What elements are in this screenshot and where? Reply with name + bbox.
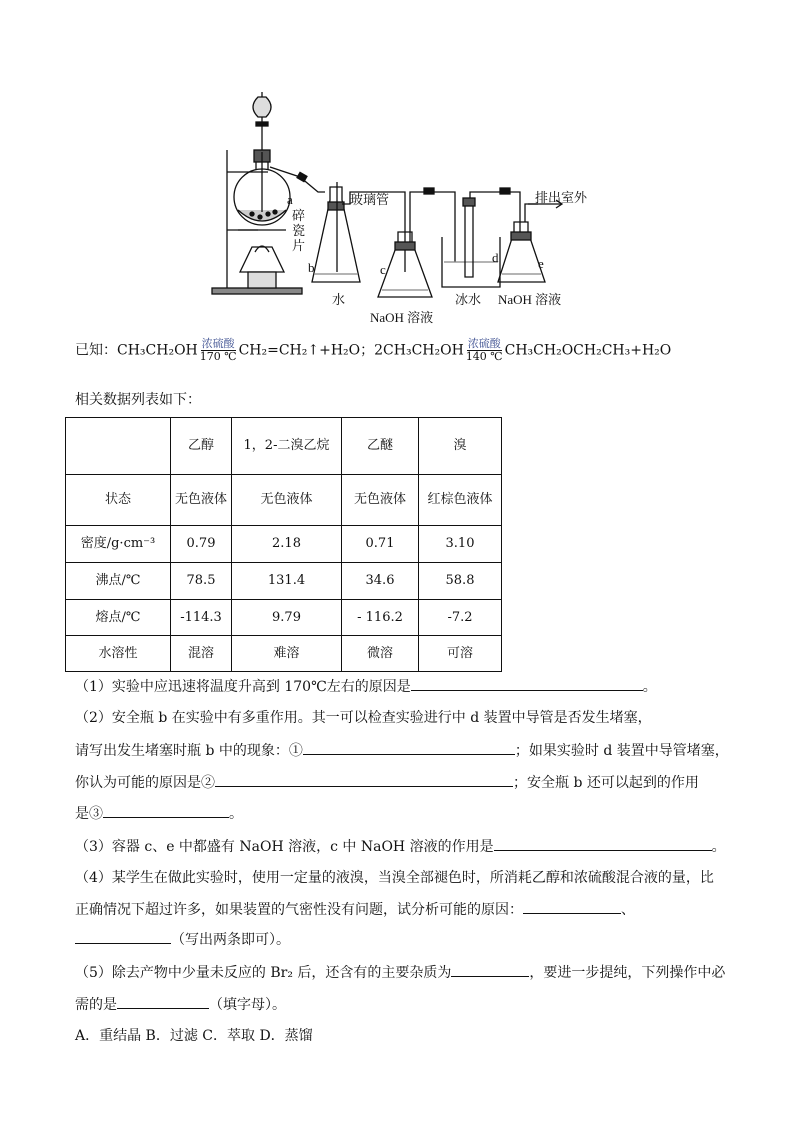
label-naoh-e: NaOH 溶液 bbox=[498, 292, 562, 307]
label-suipian-1: 碎 bbox=[292, 208, 306, 223]
table-cell: 131.4 bbox=[232, 563, 342, 600]
table-cell: 混溶 bbox=[171, 636, 232, 672]
question-2-line-2 bbox=[75, 740, 729, 760]
q3-answer-blank[interactable] bbox=[494, 836, 712, 851]
table-header-row bbox=[66, 418, 502, 475]
question-1 bbox=[75, 676, 657, 696]
q2-text-d: ；安全瓶 b 还可以起到的作用 bbox=[513, 775, 699, 791]
reaction1-catalyst: 浓硫酸 bbox=[201, 337, 235, 350]
q2-answer-2-blank[interactable] bbox=[215, 772, 513, 787]
q4-answer-2-blank[interactable] bbox=[75, 929, 171, 944]
table-header-cell: 乙醇 bbox=[171, 418, 232, 475]
question-4-line-3 bbox=[75, 929, 290, 949]
question-5-options: A．重结晶 B．过滤 C．萃取 D．蒸馏 bbox=[75, 1028, 313, 1044]
table-cell: 9.79 bbox=[232, 600, 342, 636]
table-cell: 水溶性 bbox=[66, 636, 171, 672]
table-cell: 红棕色液体 bbox=[419, 475, 502, 526]
question-4-line-2 bbox=[75, 899, 635, 919]
table-cell: 0.71 bbox=[342, 526, 419, 563]
question-2-line-4 bbox=[75, 803, 243, 823]
label-a: a bbox=[287, 192, 293, 207]
question-5-line-2 bbox=[75, 994, 286, 1014]
label-suipian-3: 片 bbox=[292, 238, 306, 253]
table-header-cell: 溴 bbox=[419, 418, 502, 475]
table-row bbox=[66, 475, 502, 526]
q4-hint: （写出两条即可）。 bbox=[171, 932, 290, 948]
q4-text: 正确情况下超过许多，如果装置的气密性没有问题，试分析可能的原因： bbox=[75, 902, 523, 918]
reaction2-right: CH₃CH₂OCH₂CH₃+H₂O bbox=[504, 342, 672, 359]
table-cell: 状态 bbox=[66, 475, 171, 526]
label-e: e bbox=[538, 256, 544, 271]
table-row bbox=[66, 526, 502, 563]
label-c: c bbox=[380, 262, 386, 277]
table-cell: 78.5 bbox=[171, 563, 232, 600]
table-header-cell: 1，2-二溴乙烷 bbox=[232, 418, 342, 475]
q2-answer-1-blank[interactable] bbox=[303, 740, 515, 755]
table-cell: 可溶 bbox=[419, 636, 502, 672]
table-header-cell: 乙醚 bbox=[342, 418, 419, 475]
reaction2-temp: 140 ℃ bbox=[465, 350, 503, 363]
question-4-line-1: （4）某学生在做此实验时，使用一定量的液溴，当溴全部褪色时，所消耗乙醇和浓硫酸混合液的量，比 bbox=[75, 870, 714, 886]
q5-text-d: （填字母）。 bbox=[209, 997, 286, 1013]
table-cell: -7.2 bbox=[419, 600, 502, 636]
q2-end: 。 bbox=[229, 806, 243, 822]
reaction1-right: CH₂=CH₂↑+H₂O； bbox=[238, 342, 375, 359]
q1-text: （1）实验中应迅速将温度升高到 170℃左右的原因是 bbox=[75, 679, 411, 695]
table-cell: 微溶 bbox=[342, 636, 419, 672]
table-row bbox=[66, 563, 502, 600]
reaction1-condition bbox=[200, 338, 237, 363]
label-suipian-2: 瓷 bbox=[292, 223, 306, 238]
table-intro: 相关数据列表如下： bbox=[75, 392, 201, 408]
q5-text-a: （5）除去产物中少量未反应的 Br₂ 后，还含有的主要杂质为 bbox=[75, 965, 452, 981]
table-cell: 难溶 bbox=[232, 636, 342, 672]
q2-answer-3-blank[interactable] bbox=[103, 803, 229, 818]
q4-answer-1-blank[interactable] bbox=[523, 899, 621, 914]
table-cell: 密度/g·cm⁻³ bbox=[66, 526, 171, 563]
label-ice-water: 冰水 bbox=[455, 292, 482, 307]
table-cell: 沸点/℃ bbox=[66, 563, 171, 600]
label-d: d bbox=[492, 250, 499, 265]
q3-end: 。 bbox=[711, 839, 726, 855]
reaction2-left: 2CH₃CH₂OH bbox=[374, 342, 464, 359]
table-cell: 2.18 bbox=[232, 526, 342, 563]
q2-text-b: ；如果实验时 d 装置中导管堵塞， bbox=[514, 743, 729, 759]
q5-answer-2-blank[interactable] bbox=[117, 994, 209, 1009]
q5-text-b: ，要进一步提纯，下列操作中必 bbox=[529, 965, 726, 981]
question-3 bbox=[75, 836, 726, 856]
table-cell: 3.10 bbox=[419, 526, 502, 563]
q5-text-c: 需的是 bbox=[75, 997, 117, 1013]
table-cell: 无色液体 bbox=[171, 475, 232, 526]
label-b: b bbox=[308, 260, 315, 275]
q5-answer-1-blank[interactable] bbox=[451, 962, 529, 977]
table-cell: 58.8 bbox=[419, 563, 502, 600]
question-2-line-3 bbox=[75, 772, 699, 792]
table-cell: 熔点/℃ bbox=[66, 600, 171, 636]
q2-text-c: 你认为可能的原因是② bbox=[75, 775, 215, 791]
question-2-line-1: （2）安全瓶 b 在实验中有多重作用。其一可以检查实验进行中 d 装置中导管是否发生堵塞， bbox=[75, 710, 652, 726]
q2-text-e: 是③ bbox=[75, 806, 103, 822]
table-cell: - 116.2 bbox=[342, 600, 419, 636]
reaction1-left: CH₃CH₂OH bbox=[117, 342, 198, 359]
table-row bbox=[66, 600, 502, 636]
table-cell: 0.79 bbox=[171, 526, 232, 563]
reaction1-temp: 170 ℃ bbox=[199, 350, 237, 363]
q1-answer-blank[interactable] bbox=[411, 676, 643, 691]
label-water: 水 bbox=[332, 292, 346, 307]
known-reactions bbox=[75, 338, 671, 363]
label-naoh-c: NaOH 溶液 bbox=[370, 310, 434, 325]
table-cell: 无色液体 bbox=[342, 475, 419, 526]
label-exhaust: 排出室外 bbox=[535, 190, 588, 205]
apparatus-figure bbox=[200, 92, 620, 332]
q2-text-a: 请写出发生堵塞时瓶 b 中的现象：① bbox=[75, 743, 303, 759]
table-row bbox=[66, 636, 502, 672]
q3-text: （3）容器 c、e 中都盛有 NaOH 溶液，c 中 NaOH 溶液的作用是 bbox=[75, 839, 494, 855]
q4-sep: 、 bbox=[621, 902, 635, 918]
reaction2-catalyst: 浓硫酸 bbox=[467, 337, 501, 350]
reaction2-condition bbox=[466, 338, 503, 363]
label-glass-tube: 玻璃管 bbox=[350, 192, 390, 207]
table-header-cell bbox=[66, 418, 171, 475]
q1-end: 。 bbox=[642, 679, 657, 695]
question-5-line-1 bbox=[75, 962, 725, 982]
table-cell: -114.3 bbox=[171, 600, 232, 636]
known-prefix: 已知： bbox=[75, 342, 117, 359]
table-cell: 34.6 bbox=[342, 563, 419, 600]
data-table bbox=[65, 417, 502, 672]
table-cell: 无色液体 bbox=[232, 475, 342, 526]
